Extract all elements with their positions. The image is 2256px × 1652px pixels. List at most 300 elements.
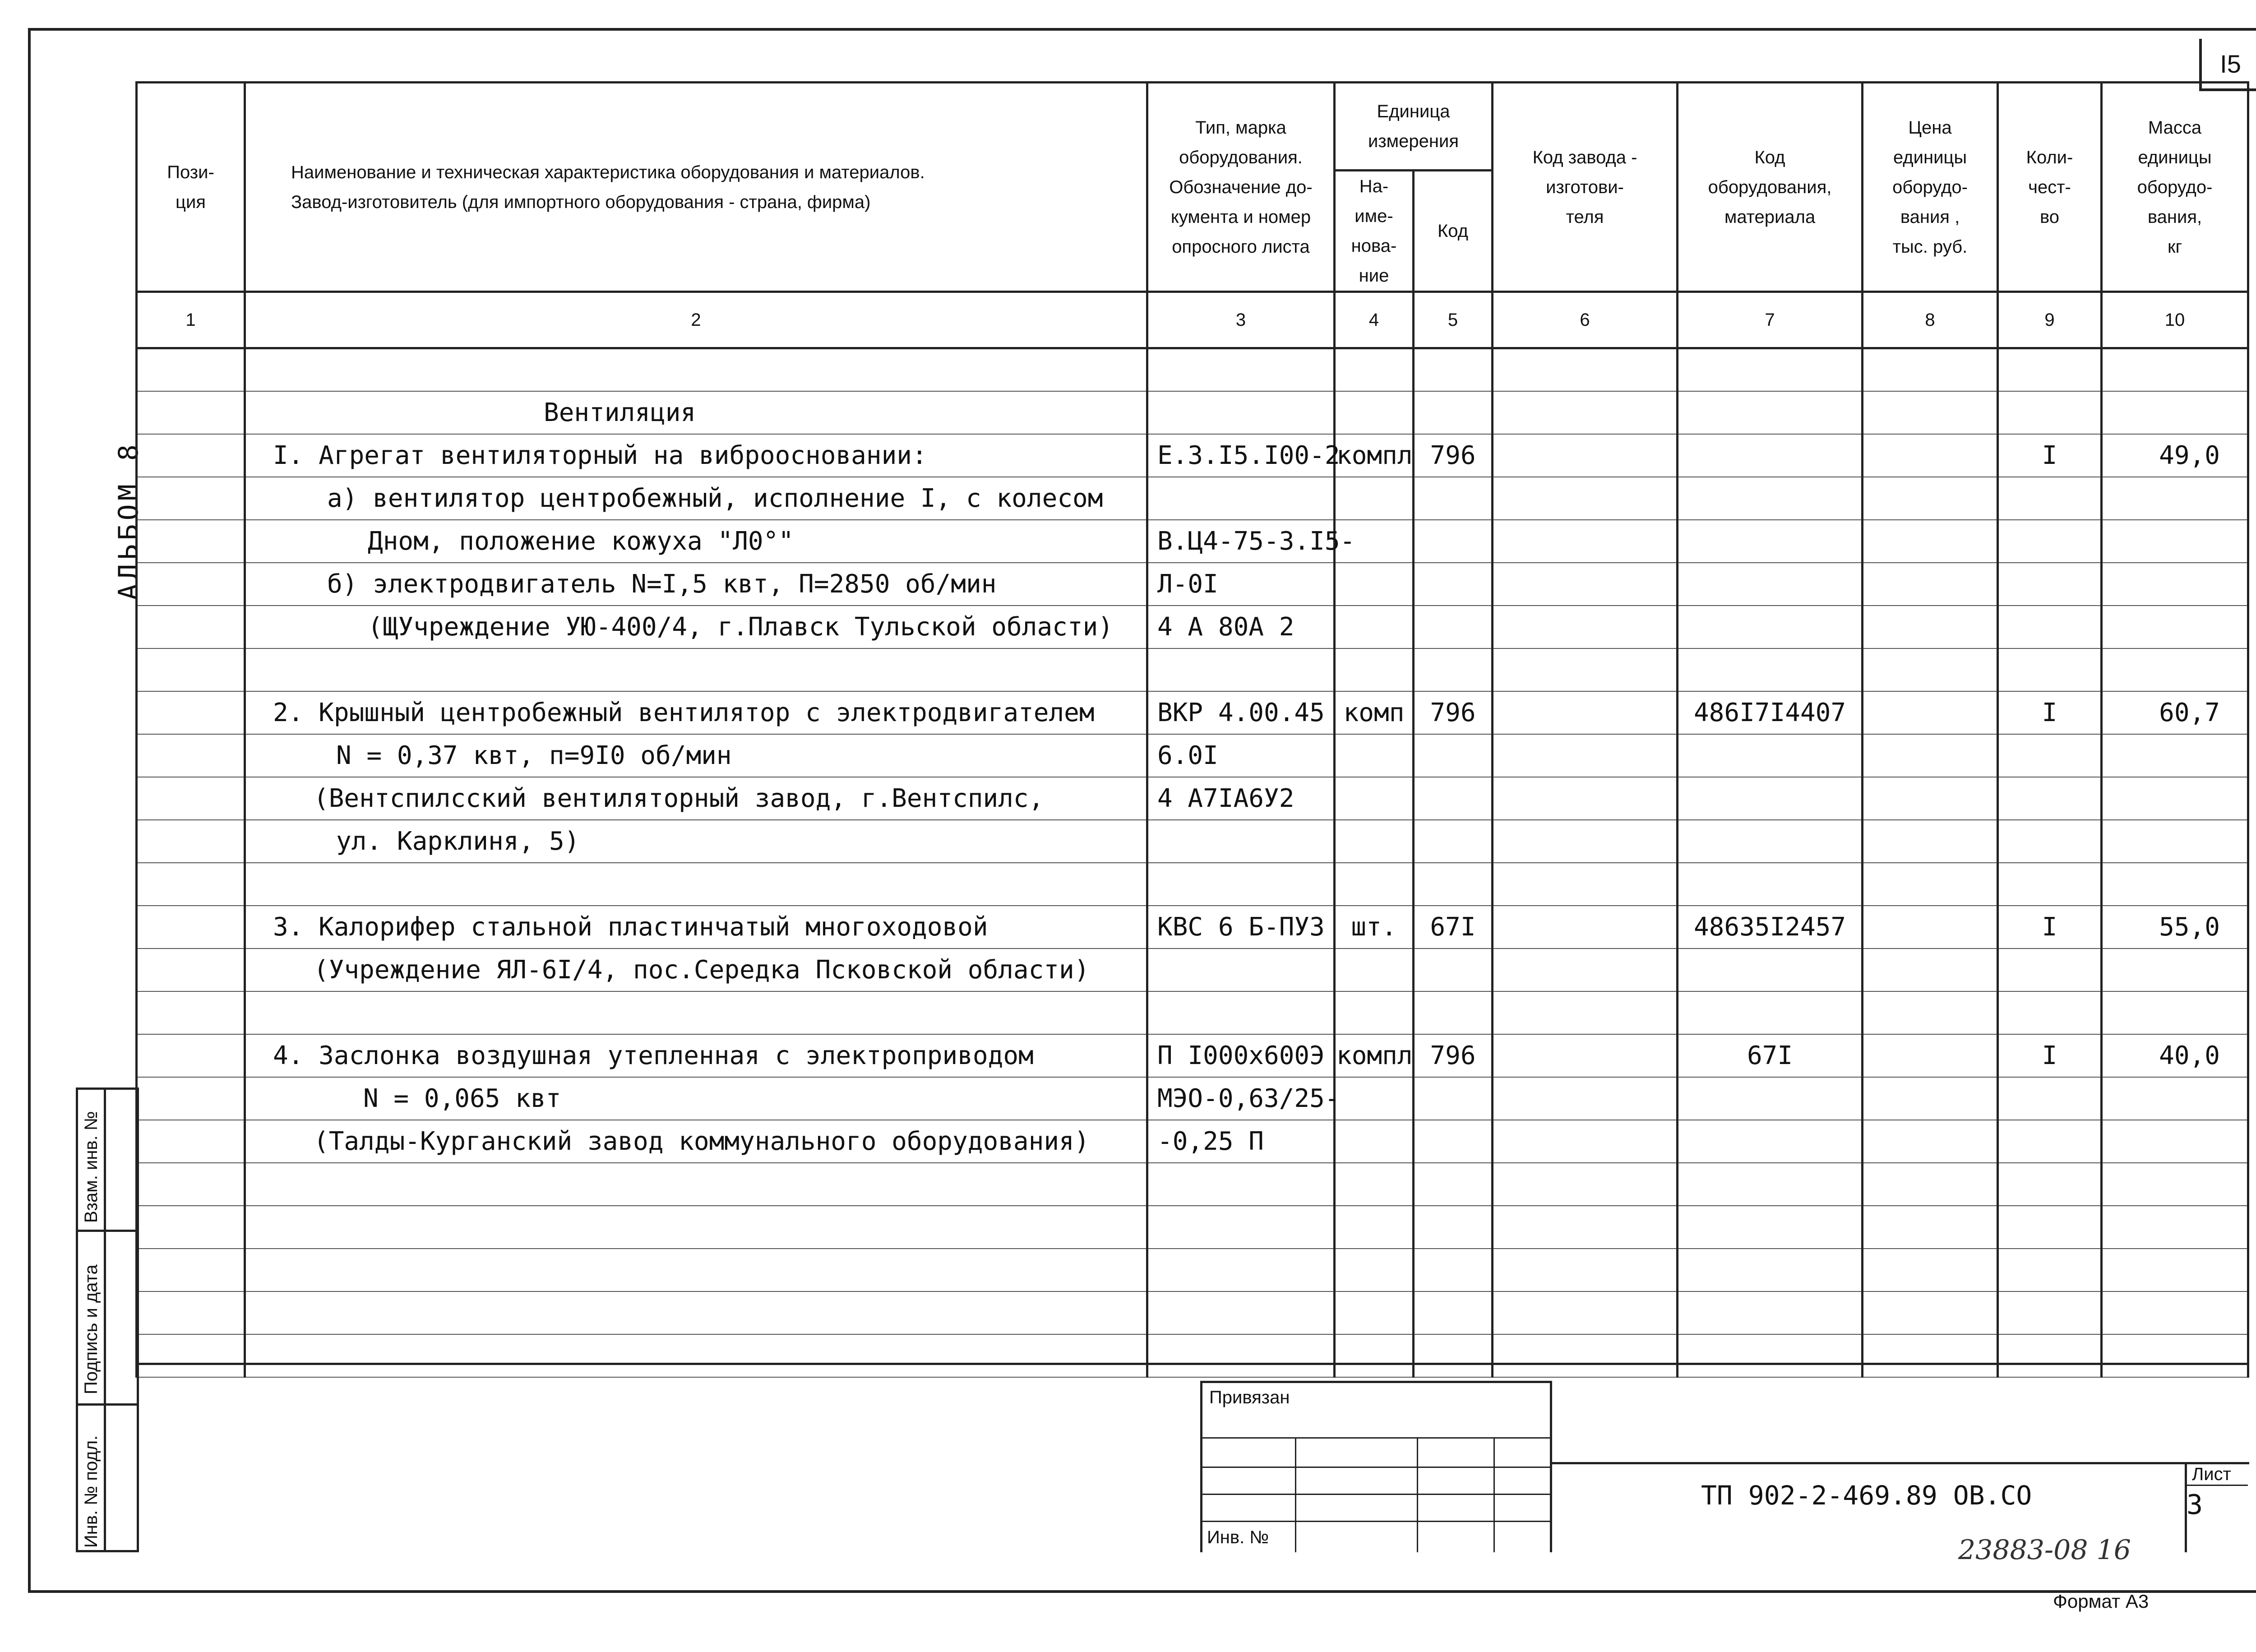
mass-cell <box>2102 1077 2248 1120</box>
type-cell <box>1147 1291 1335 1334</box>
specification-table <box>135 81 2249 1378</box>
name-cell: Дном, положение кожуха "Л0°" <box>245 520 1147 563</box>
mass-cell <box>2102 777 2248 820</box>
equipment-code-cell <box>1678 1077 1863 1120</box>
position-cell <box>137 991 245 1034</box>
position-cell <box>137 520 245 563</box>
name-cell: N = 0,37 квт, п=9I0 об/мин <box>245 734 1147 777</box>
factory-code-cell <box>1493 606 1678 648</box>
position-cell <box>137 648 245 691</box>
position-cell <box>137 906 245 949</box>
privyazan-grid <box>1200 1521 1552 1522</box>
name-cell: N = 0,065 квт <box>245 1077 1147 1120</box>
unit-code-cell <box>1414 1077 1493 1120</box>
type-cell: КВС 6 Б-ПУЗ <box>1147 906 1335 949</box>
unit-cell <box>1335 863 1414 906</box>
position-cell <box>137 863 245 906</box>
sheet-number: 3 <box>2187 1489 2203 1521</box>
equipment-code-cell <box>1678 863 1863 906</box>
unit-code-cell <box>1414 648 1493 691</box>
mass-cell <box>2102 1163 2248 1206</box>
side-stamp-divider <box>104 1087 106 1552</box>
name-cell <box>245 1334 1147 1377</box>
position-cell <box>137 391 245 434</box>
inv-no-label: Инв. № <box>1207 1527 1269 1547</box>
header-factory-code: Код завода - изготови- теля <box>1493 83 1678 292</box>
position-cell <box>137 606 245 648</box>
privyazan-grid <box>1493 1437 1495 1552</box>
name-cell <box>245 648 1147 691</box>
factory-code-cell <box>1493 1334 1678 1377</box>
column-number: 5 <box>1414 292 1493 348</box>
type-cell: МЭО-0,63/25- <box>1147 1077 1335 1120</box>
price-cell <box>1863 563 1998 606</box>
name-cell: (Учреждение ЯЛ-6I/4, пос.Середка Псковской области) <box>245 949 1147 991</box>
equipment-code-cell: 486I7I4407 <box>1678 691 1863 734</box>
equipment-code-cell <box>1678 1291 1863 1334</box>
equipment-code-cell <box>1678 777 1863 820</box>
name-cell <box>245 1206 1147 1249</box>
position-cell <box>137 434 245 477</box>
factory-code-cell <box>1493 777 1678 820</box>
name-cell <box>245 1291 1147 1334</box>
column-number: 10 <box>2102 292 2248 348</box>
quantity-cell: I <box>1998 691 2102 734</box>
quantity-cell <box>1998 648 2102 691</box>
unit-cell <box>1335 348 1414 391</box>
quantity-cell <box>1998 563 2102 606</box>
unit-cell <box>1335 734 1414 777</box>
title-block-top-line <box>135 1363 2247 1365</box>
unit-cell <box>1335 606 1414 648</box>
position-cell <box>137 1077 245 1120</box>
table-row <box>137 348 2248 391</box>
quantity-cell: I <box>1998 1034 2102 1077</box>
header-equipment-code: Код оборудования, материала <box>1678 83 1863 292</box>
price-cell <box>1863 1291 1998 1334</box>
unit-code-cell <box>1414 991 1493 1034</box>
vzam-inv-label: Взам. инв. № <box>81 1111 101 1223</box>
quantity-cell <box>1998 477 2102 520</box>
mass-cell <box>2102 991 2248 1034</box>
price-cell <box>1863 1034 1998 1077</box>
type-cell: В.Ц4-75-3.I5- <box>1147 520 1335 563</box>
privyazan-label: Привязан <box>1209 1388 1290 1407</box>
name-cell: ул. Карклиня, 5) <box>245 820 1147 863</box>
quantity-cell <box>1998 1163 2102 1206</box>
equipment-code-cell: 67I <box>1678 1034 1863 1077</box>
name-cell <box>245 991 1147 1034</box>
unit-cell <box>1335 1077 1414 1120</box>
unit-cell <box>1335 991 1414 1034</box>
type-cell <box>1147 820 1335 863</box>
price-cell <box>1863 648 1998 691</box>
name-cell <box>245 1249 1147 1291</box>
privyazan-grid <box>1200 1494 1552 1495</box>
type-cell <box>1147 949 1335 991</box>
price-cell <box>1863 477 1998 520</box>
unit-cell <box>1335 1334 1414 1377</box>
header-unit-name: На- име- нова- ние <box>1335 171 1414 292</box>
type-cell: 6.0I <box>1147 734 1335 777</box>
column-number: 2 <box>245 292 1147 348</box>
price-cell <box>1863 863 1998 906</box>
type-cell <box>1147 1249 1335 1291</box>
factory-code-cell <box>1493 1077 1678 1120</box>
unit-cell <box>1335 477 1414 520</box>
unit-code-cell <box>1414 734 1493 777</box>
factory-code-cell <box>1493 348 1678 391</box>
type-cell <box>1147 1206 1335 1249</box>
privyazan-grid <box>1417 1437 1418 1552</box>
name-cell: (Вентспилсский вентиляторный завод, г.Вентспилс, <box>245 777 1147 820</box>
price-cell <box>1863 348 1998 391</box>
price-cell <box>1863 691 1998 734</box>
name-cell: (Талды-Курганский завод коммунального оборудования) <box>245 1120 1147 1163</box>
unit-cell: компл <box>1335 1034 1414 1077</box>
column-number-row <box>137 292 2248 348</box>
position-cell <box>137 820 245 863</box>
column-number: 6 <box>1493 292 1678 348</box>
table-row <box>137 691 2248 734</box>
factory-code-cell <box>1493 906 1678 949</box>
name-cell: I. Агрегат вентиляторный на виброосновании: <box>245 434 1147 477</box>
signature-date-label: Подпись и дата <box>81 1264 101 1394</box>
price-cell <box>1863 1077 1998 1120</box>
position-cell <box>137 1291 245 1334</box>
quantity-cell <box>1998 777 2102 820</box>
type-cell: ВКР 4.00.45 <box>1147 691 1335 734</box>
unit-code-cell: 67I <box>1414 906 1493 949</box>
mass-cell: 60,7 <box>2102 691 2248 734</box>
sheet-cell-divider <box>2185 1485 2248 1486</box>
position-cell <box>137 1163 245 1206</box>
quantity-cell <box>1998 1334 2102 1377</box>
table-row <box>137 777 2248 820</box>
price-cell <box>1863 1120 1998 1163</box>
type-cell <box>1147 477 1335 520</box>
equipment-code-cell <box>1678 648 1863 691</box>
unit-cell: компл <box>1335 434 1414 477</box>
table-row <box>137 1163 2248 1206</box>
type-cell: П I000х600Э <box>1147 1034 1335 1077</box>
quantity-cell <box>1998 348 2102 391</box>
factory-code-cell <box>1493 1034 1678 1077</box>
equipment-code-cell <box>1678 391 1863 434</box>
header-unit-code: Код <box>1414 171 1493 292</box>
column-number: 1 <box>137 292 245 348</box>
factory-code-cell <box>1493 1120 1678 1163</box>
unit-code-cell <box>1414 1163 1493 1206</box>
table-row <box>137 1291 2248 1334</box>
table-row <box>137 1206 2248 1249</box>
mass-cell <box>2102 348 2248 391</box>
position-cell <box>137 477 245 520</box>
name-cell: 2. Крышный центробежный вентилятор с электродвигателем <box>245 691 1147 734</box>
equipment-code-cell <box>1678 520 1863 563</box>
mass-cell <box>2102 734 2248 777</box>
table-row <box>137 434 2248 477</box>
quantity-cell <box>1998 863 2102 906</box>
unit-cell: шт. <box>1335 906 1414 949</box>
quantity-cell <box>1998 391 2102 434</box>
price-cell <box>1863 520 1998 563</box>
name-cell: а) вентилятор центробежный, исполнение I, с колесом <box>245 477 1147 520</box>
side-stamp-divider <box>76 1230 139 1232</box>
table-row <box>137 1334 2248 1377</box>
privyazan-grid <box>1200 1467 1552 1468</box>
inv-podl-label: Инв. № подл. <box>81 1435 101 1548</box>
side-stamp-divider <box>76 1403 139 1406</box>
equipment-code-cell <box>1678 949 1863 991</box>
position-cell <box>137 691 245 734</box>
header-position: Пози- ция <box>137 83 245 292</box>
factory-code-cell <box>1493 391 1678 434</box>
table-row <box>137 991 2248 1034</box>
mass-cell <box>2102 1291 2248 1334</box>
sheet-corner-number: I5 <box>2199 39 2256 91</box>
factory-code-cell <box>1493 863 1678 906</box>
factory-code-cell <box>1493 734 1678 777</box>
equipment-code-cell <box>1678 348 1863 391</box>
mass-cell <box>2102 863 2248 906</box>
unit-code-cell <box>1414 1206 1493 1249</box>
mass-cell: 49,0 <box>2102 434 2248 477</box>
position-cell <box>137 1249 245 1291</box>
mass-cell <box>2102 391 2248 434</box>
equipment-code-cell <box>1678 820 1863 863</box>
type-cell: 4 А7IА6У2 <box>1147 777 1335 820</box>
factory-code-cell <box>1493 477 1678 520</box>
mass-cell <box>2102 606 2248 648</box>
equipment-code-cell <box>1678 1249 1863 1291</box>
price-cell <box>1863 434 1998 477</box>
unit-code-cell <box>1414 391 1493 434</box>
table-row <box>137 1077 2248 1120</box>
unit-code-cell <box>1414 1249 1493 1291</box>
column-number: 7 <box>1678 292 1863 348</box>
table-row <box>137 606 2248 648</box>
table-row <box>137 1034 2248 1077</box>
header-quantity: Коли- чест- во <box>1998 83 2102 292</box>
unit-code-cell <box>1414 1334 1493 1377</box>
equipment-code-cell <box>1678 991 1863 1034</box>
unit-cell <box>1335 820 1414 863</box>
name-cell: 4. Заслонка воздушная утепленная с электроприводом <box>245 1034 1147 1077</box>
position-cell <box>137 348 245 391</box>
quantity-cell <box>1998 520 2102 563</box>
unit-code-cell <box>1414 949 1493 991</box>
table-row <box>137 391 2248 434</box>
unit-code-cell <box>1414 820 1493 863</box>
column-number: 9 <box>1998 292 2102 348</box>
mass-cell <box>2102 1120 2248 1163</box>
quantity-cell <box>1998 1291 2102 1334</box>
mass-cell <box>2102 648 2248 691</box>
equipment-code-cell <box>1678 563 1863 606</box>
name-cell <box>245 863 1147 906</box>
mass-cell <box>2102 1249 2248 1291</box>
name-cell <box>245 1163 1147 1206</box>
factory-code-cell <box>1493 991 1678 1034</box>
name-cell: б) электродвигатель N=I,5 квт, П=2850 об/мин <box>245 563 1147 606</box>
privyazan-box-top <box>1200 1381 1552 1383</box>
factory-code-cell <box>1493 1163 1678 1206</box>
price-cell <box>1863 949 1998 991</box>
header-unit-group: Единица измерения <box>1335 83 1493 171</box>
unit-cell <box>1335 1163 1414 1206</box>
position-cell <box>137 563 245 606</box>
equipment-code-cell <box>1678 1163 1863 1206</box>
unit-cell <box>1335 1206 1414 1249</box>
name-cell: (ЩУчреждение УЮ-400/4, г.Плавск Тульской области) <box>245 606 1147 648</box>
factory-code-cell <box>1493 1206 1678 1249</box>
price-cell <box>1863 991 1998 1034</box>
unit-cell <box>1335 777 1414 820</box>
factory-code-cell <box>1493 648 1678 691</box>
mass-cell <box>2102 1334 2248 1377</box>
factory-code-cell <box>1493 563 1678 606</box>
type-cell <box>1147 1334 1335 1377</box>
document-number: ТП 902-2-469.89 ОВ.СО <box>1701 1480 2032 1511</box>
mass-cell <box>2102 820 2248 863</box>
album-label: АЛЬБОМ 8 <box>113 441 144 600</box>
name-cell: 3. Калорифер стальной пластинчатый многоходовой <box>245 906 1147 949</box>
price-cell <box>1863 1249 1998 1291</box>
type-cell <box>1147 863 1335 906</box>
quantity-cell <box>1998 1249 2102 1291</box>
price-cell <box>1863 777 1998 820</box>
unit-cell <box>1335 648 1414 691</box>
unit-cell <box>1335 563 1414 606</box>
position-cell <box>137 777 245 820</box>
position-cell <box>137 1120 245 1163</box>
type-cell: -0,25 П <box>1147 1120 1335 1163</box>
column-number: 3 <box>1147 292 1335 348</box>
quantity-cell <box>1998 1077 2102 1120</box>
quantity-cell: I <box>1998 906 2102 949</box>
unit-code-cell: 796 <box>1414 691 1493 734</box>
table-row <box>137 734 2248 777</box>
equipment-code-cell <box>1678 434 1863 477</box>
type-cell: Е.3.I5.I00-2 <box>1147 434 1335 477</box>
unit-code-cell <box>1414 1291 1493 1334</box>
header-row <box>137 83 2248 171</box>
factory-code-cell <box>1493 520 1678 563</box>
price-cell <box>1863 906 1998 949</box>
mass-cell <box>2102 477 2248 520</box>
table-row <box>137 820 2248 863</box>
equipment-code-cell <box>1678 606 1863 648</box>
table-row <box>137 520 2248 563</box>
column-number: 8 <box>1863 292 1998 348</box>
type-cell <box>1147 648 1335 691</box>
price-cell <box>1863 734 1998 777</box>
header-name: Наименование и техническая характеристика оборудования и материалов. Завод-изготовитель (для импортного оборудования - страна, фирма) <box>245 83 1147 292</box>
quantity-cell <box>1998 1206 2102 1249</box>
type-cell: Л-0I <box>1147 563 1335 606</box>
unit-cell <box>1335 1120 1414 1163</box>
header-type: Тип, марка оборудования. Обозначение до- кумента и номер опросного листа <box>1147 83 1335 292</box>
privyazan-grid <box>1200 1437 1552 1439</box>
mass-cell: 55,0 <box>2102 906 2248 949</box>
table-row <box>137 477 2248 520</box>
equipment-code-cell <box>1678 1334 1863 1377</box>
type-cell <box>1147 348 1335 391</box>
position-cell <box>137 1334 245 1377</box>
type-cell <box>1147 1163 1335 1206</box>
mass-cell <box>2102 949 2248 991</box>
unit-code-cell <box>1414 477 1493 520</box>
factory-code-cell <box>1493 1249 1678 1291</box>
header-price: Цена единицы оборудо- вания , тыс. руб. <box>1863 83 1998 292</box>
position-cell <box>137 949 245 991</box>
position-cell <box>137 1034 245 1077</box>
position-cell <box>137 1206 245 1249</box>
table-row <box>137 1120 2248 1163</box>
price-cell <box>1863 1206 1998 1249</box>
quantity-cell <box>1998 734 2102 777</box>
table-row <box>137 863 2248 906</box>
header-mass: Масса единицы оборудо- вания, кг <box>2102 83 2248 292</box>
unit-code-cell: 796 <box>1414 1034 1493 1077</box>
table-row <box>137 648 2248 691</box>
unit-code-cell: 796 <box>1414 434 1493 477</box>
table-row <box>137 1249 2248 1291</box>
name-cell <box>245 348 1147 391</box>
unit-cell <box>1335 391 1414 434</box>
equipment-code-cell <box>1678 1120 1863 1163</box>
unit-cell <box>1335 1249 1414 1291</box>
unit-code-cell <box>1414 520 1493 563</box>
quantity-cell <box>1998 1120 2102 1163</box>
factory-code-cell <box>1493 691 1678 734</box>
quantity-cell <box>1998 991 2102 1034</box>
quantity-cell: I <box>1998 434 2102 477</box>
unit-cell <box>1335 949 1414 991</box>
quantity-cell <box>1998 606 2102 648</box>
unit-code-cell <box>1414 863 1493 906</box>
table-row <box>137 949 2248 991</box>
unit-code-cell <box>1414 563 1493 606</box>
quantity-cell <box>1998 820 2102 863</box>
column-number: 4 <box>1335 292 1414 348</box>
handwritten-note: 23883-08 16 <box>1958 1534 2131 1566</box>
table-row <box>137 563 2248 606</box>
quantity-cell <box>1998 949 2102 991</box>
factory-code-cell <box>1493 1291 1678 1334</box>
unit-code-cell <box>1414 1120 1493 1163</box>
factory-code-cell <box>1493 949 1678 991</box>
position-cell <box>137 734 245 777</box>
equipment-code-cell: 48635I2457 <box>1678 906 1863 949</box>
type-cell <box>1147 391 1335 434</box>
equipment-code-cell <box>1678 1206 1863 1249</box>
name-cell: Вентиляция <box>245 391 1147 434</box>
privyazan-grid <box>1295 1437 1296 1552</box>
price-cell <box>1863 391 1998 434</box>
price-cell <box>1863 820 1998 863</box>
price-cell <box>1863 1163 1998 1206</box>
sheet-label: Лист <box>2192 1464 2231 1484</box>
unit-code-cell <box>1414 777 1493 820</box>
unit-cell <box>1335 1291 1414 1334</box>
equipment-code-cell <box>1678 734 1863 777</box>
equipment-code-cell <box>1678 477 1863 520</box>
price-cell <box>1863 1334 1998 1377</box>
format-label: Формат А3 <box>2053 1591 2149 1612</box>
type-cell <box>1147 991 1335 1034</box>
